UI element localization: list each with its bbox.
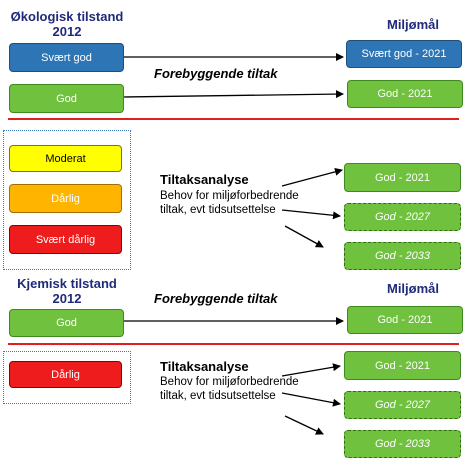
state-very-good-label: Svært god xyxy=(41,51,92,64)
state-good-label: God xyxy=(56,92,77,105)
chemical-preventive-label: Forebyggende tiltak xyxy=(154,291,278,306)
chemical-goal-heading: Miljømål xyxy=(386,281,439,296)
chem-goal-poor-2033 xyxy=(344,430,461,458)
state-poor-label: Dårlig xyxy=(51,192,80,205)
goal-poor-2027-label: God - 2027 xyxy=(374,211,431,223)
ecological-preventive-label: Forebyggende tiltak xyxy=(154,66,278,81)
state-very-good xyxy=(9,43,124,72)
chem-state-poor xyxy=(9,361,122,388)
chem-goal-poor-2027-label: God - 2027 xyxy=(374,399,431,411)
arrow-analysis-to-2021 xyxy=(282,170,342,186)
chem-state-good-label: God xyxy=(56,317,77,329)
chemical-divider xyxy=(8,343,459,345)
chemical-analysis-title: Tiltaksanalyse xyxy=(160,359,249,374)
ecological-goal-heading: Miljømål xyxy=(386,17,439,32)
chem-goal-poor-2027 xyxy=(344,391,461,419)
goal-good-2021-label: God - 2021 xyxy=(377,88,433,100)
ecological-analysis-title: Tiltaksanalyse xyxy=(160,172,249,187)
goal-very-good-2021-label: Svært god - 2021 xyxy=(361,48,447,60)
goal-poor-2021-label: God - 2021 xyxy=(374,171,431,184)
state-moderate xyxy=(9,145,122,172)
ecological-analysis-desc-line2: tiltak, evt tidsutsettelse xyxy=(160,204,276,216)
goal-poor-2033 xyxy=(344,242,461,270)
chemical-heading-line2: 2012 xyxy=(52,291,82,306)
chemical-heading-line1: Kjemisk tilstand xyxy=(17,276,117,291)
chem-goal-good-2021 xyxy=(347,306,463,334)
chemical-analysis-desc xyxy=(160,375,299,403)
ecological-heading xyxy=(0,9,134,39)
ecological-heading-line1: Økologisk tilstand xyxy=(10,9,124,24)
goal-poor-2021 xyxy=(344,163,461,192)
ecological-analysis-desc-line1: Behov for miljøforbedrende xyxy=(160,190,299,202)
chem-goal-poor-2021 xyxy=(344,351,461,380)
state-poor xyxy=(9,184,122,213)
goal-poor-2033-label: God - 2033 xyxy=(374,250,431,262)
goal-good-2021 xyxy=(347,80,463,108)
arrow-good-to-goal xyxy=(124,94,343,97)
state-good xyxy=(9,84,124,113)
state-very-poor xyxy=(9,225,122,254)
chemical-analysis-desc-line2: tiltak, evt tidsutsettelse xyxy=(160,390,276,402)
state-moderate-label: Moderat xyxy=(45,152,86,165)
chem-goal-good-2021-label: God - 2021 xyxy=(377,314,433,326)
chem-goal-poor-2033-label: God - 2033 xyxy=(374,438,431,450)
ecological-divider xyxy=(8,118,459,120)
ecological-heading-line2: 2012 xyxy=(52,24,82,39)
chemical-analysis-desc-line1: Behov for miljøforbedrende xyxy=(160,376,299,388)
chem-goal-poor-2021-label: God - 2021 xyxy=(374,359,431,372)
arrow-chem-analysis-to-2033 xyxy=(285,416,323,434)
chemical-heading xyxy=(0,276,134,306)
goal-very-good-2021 xyxy=(346,40,462,68)
chem-state-poor-label: Dårlig xyxy=(51,368,80,381)
ecological-analysis-desc xyxy=(160,189,299,217)
state-very-poor-label: Svært dårlig xyxy=(35,233,96,246)
goal-poor-2027 xyxy=(344,203,461,231)
arrow-analysis-to-2033 xyxy=(285,226,323,247)
chem-state-good xyxy=(9,309,124,337)
